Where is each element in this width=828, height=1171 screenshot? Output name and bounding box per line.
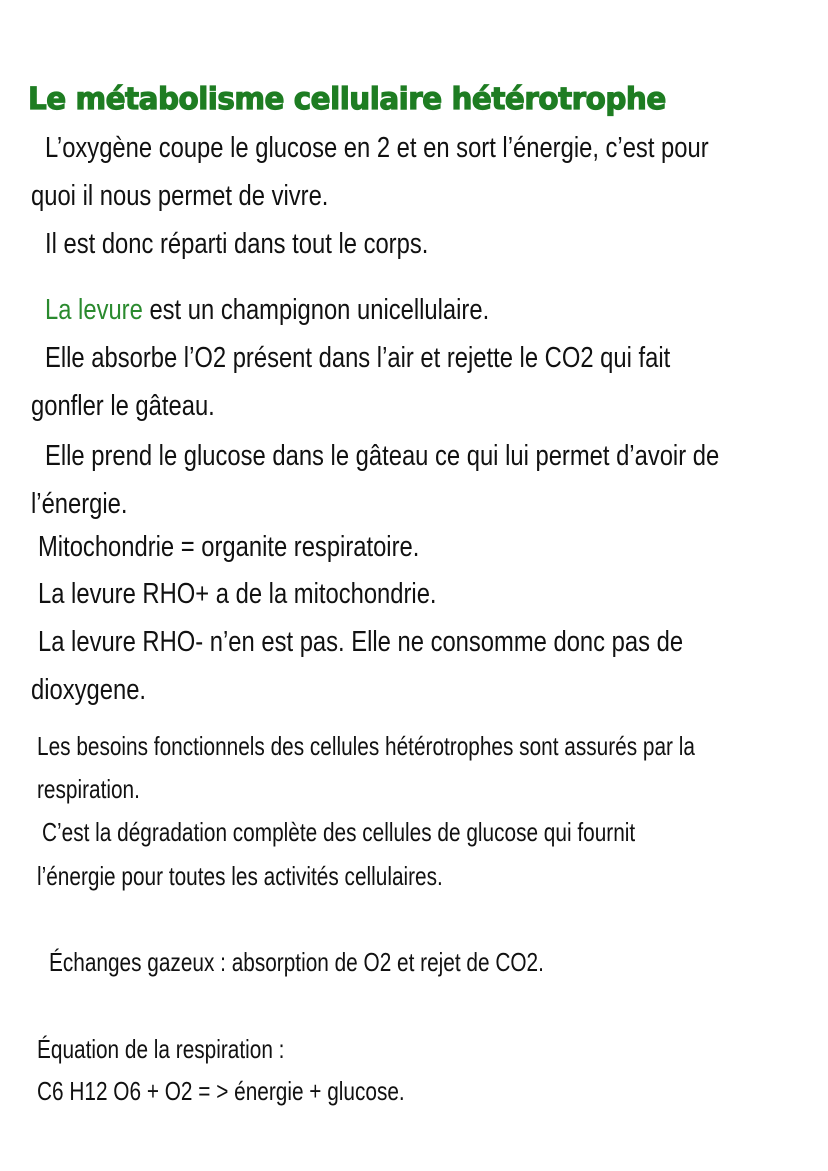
paragraph-line: l’énergie pour toutes les activités cellulaires.: [37, 861, 443, 891]
paragraph-line: dioxygene.: [31, 674, 147, 706]
text-run: est un champignon unicellulaire.: [142, 294, 490, 326]
paragraph-line: Il est donc réparti dans tout le corps.: [45, 228, 429, 260]
paragraph-line: L’oxygène coupe le glucose en 2 et en sort l’énergie, c’est pour: [45, 132, 709, 164]
equation-label: Équation de la respiration :: [37, 1034, 285, 1064]
paragraph-line: Les besoins fonctionnels des cellules hétérotrophes sont assurés par la: [37, 731, 695, 761]
paragraph-line: C’est la dégradation complète des cellules de glucose qui fournit: [42, 817, 636, 847]
paragraph-line: Elle prend le glucose dans le gâteau ce qui lui permet d’avoir de: [45, 440, 720, 472]
paragraph-line: Échanges gazeux : absorption de O2 et rejet de CO2.: [49, 947, 544, 977]
highlighted-term: La levure: [45, 294, 143, 326]
page-title: Le métabolisme cellulaire hétérotrophe: [28, 82, 666, 118]
paragraph-line: La levure RHO- n’en est pas. Elle ne consomme donc pas de: [38, 626, 684, 658]
paragraph-line: respiration.: [37, 774, 140, 804]
paragraph-line: [45, 294, 489, 327]
paragraph-line: Mitochondrie = organite respiratoire.: [38, 531, 420, 563]
paragraph-line: Elle absorbe l’O2 présent dans l’air et rejette le CO2 qui fait: [45, 342, 671, 374]
paragraph-line: l’énergie.: [31, 488, 128, 520]
paragraph-line: quoi il nous permet de vivre.: [31, 180, 329, 212]
paragraph-line: gonfler le gâteau.: [31, 390, 215, 422]
equation: C6 H12 O6 + O2 = > énergie + glucose.: [37, 1076, 405, 1106]
paragraph-line: La levure RHO+ a de la mitochondrie.: [38, 578, 437, 610]
